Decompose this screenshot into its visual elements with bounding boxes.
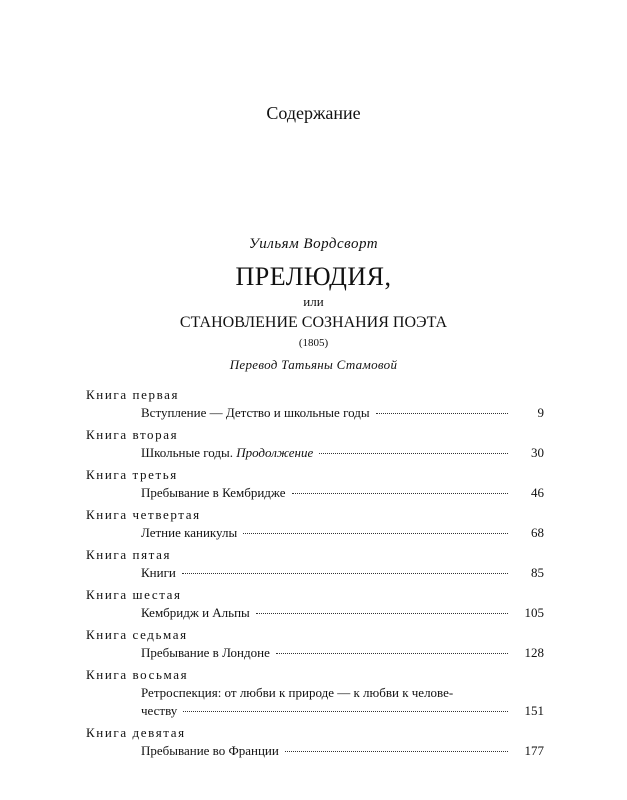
- dot-leader: [182, 573, 508, 574]
- book-label: Книга восьмая: [86, 667, 189, 682]
- toc-entry[interactable]: [86, 404, 544, 422]
- chapter-title-italic: Продолжение: [236, 445, 314, 460]
- toc-book-3: [86, 466, 544, 502]
- dot-leader: [256, 613, 508, 614]
- toc-book-6: [86, 586, 544, 622]
- toc-book-5: [86, 546, 544, 582]
- work-title: ПРЕЛЮДИЯ,: [235, 262, 392, 291]
- page-number: 105: [524, 605, 544, 620]
- page-number: 68: [531, 525, 544, 540]
- chapter-title: Вступление — Детство и школьные годы: [141, 405, 370, 420]
- chapter-title-main: Школьные годы.: [141, 445, 233, 460]
- toc-entry[interactable]: [86, 604, 544, 622]
- page-title: Содержание: [266, 103, 361, 123]
- page-number: 128: [524, 645, 544, 660]
- chapter-title: Пребывание в Кембридже: [141, 485, 286, 500]
- toc-book-7: [86, 626, 544, 662]
- toc-entry[interactable]: [86, 524, 544, 542]
- author-name: Уильям Вордсворт: [248, 236, 379, 252]
- book-label: Книга шестая: [86, 587, 182, 602]
- dot-leader: [276, 653, 508, 654]
- work-connector: или: [303, 294, 324, 309]
- toc-book-9: [86, 724, 544, 760]
- page-number: 30: [531, 445, 544, 460]
- page-number: 85: [531, 565, 544, 580]
- dot-leader: [376, 413, 508, 414]
- dot-leader: [285, 751, 508, 752]
- work-year: (1805): [298, 337, 329, 349]
- chapter-title: Пребывание во Франции: [141, 743, 279, 758]
- book-label: Книга третья: [86, 467, 178, 482]
- table-of-contents: [86, 386, 544, 764]
- page-number: 9: [537, 405, 544, 420]
- chapter-title-line1: Ретроспекция: от любви к природе — к любви к челове-: [141, 685, 454, 700]
- toc-entry[interactable]: [86, 484, 544, 502]
- dot-leader: [319, 453, 508, 454]
- chapter-title-line2-row: [141, 702, 544, 720]
- chapter-title: Книги: [141, 565, 176, 580]
- chapter-title-line2: честву: [141, 703, 178, 718]
- toc-book-4: [86, 506, 544, 542]
- book-label: Книга четвертая: [86, 507, 201, 522]
- book-label: Книга девятая: [86, 725, 186, 740]
- toc-entry[interactable]: [86, 684, 544, 720]
- dot-leader: [183, 711, 508, 712]
- toc-book-2: [86, 426, 544, 462]
- toc-entry[interactable]: [86, 742, 544, 760]
- chapter-title: Летние каникулы: [141, 525, 238, 540]
- toc-book-1: [86, 386, 544, 422]
- page-number: 46: [531, 485, 544, 500]
- book-label: Книга пятая: [86, 547, 172, 562]
- book-label: Книга вторая: [86, 427, 179, 442]
- page-number: 177: [524, 743, 544, 758]
- toc-book-8: [86, 666, 544, 720]
- toc-entry[interactable]: [86, 644, 544, 662]
- toc-entry[interactable]: [86, 564, 544, 582]
- chapter-title: [141, 444, 313, 462]
- chapter-title: Кембридж и Альпы: [141, 605, 250, 620]
- book-label: Книга первая: [86, 387, 180, 402]
- toc-entry[interactable]: [86, 444, 544, 462]
- work-subtitle: СТАНОВЛЕНИЕ СОЗНАНИЯ ПОЭТА: [179, 314, 448, 331]
- page-number: 151: [524, 703, 544, 718]
- dot-leader: [243, 533, 508, 534]
- book-label: Книга седьмая: [86, 627, 188, 642]
- dot-leader: [292, 493, 508, 494]
- chapter-title: Пребывание в Лондоне: [141, 645, 270, 660]
- translator-credit: Перевод Татьяны Стамовой: [229, 357, 398, 372]
